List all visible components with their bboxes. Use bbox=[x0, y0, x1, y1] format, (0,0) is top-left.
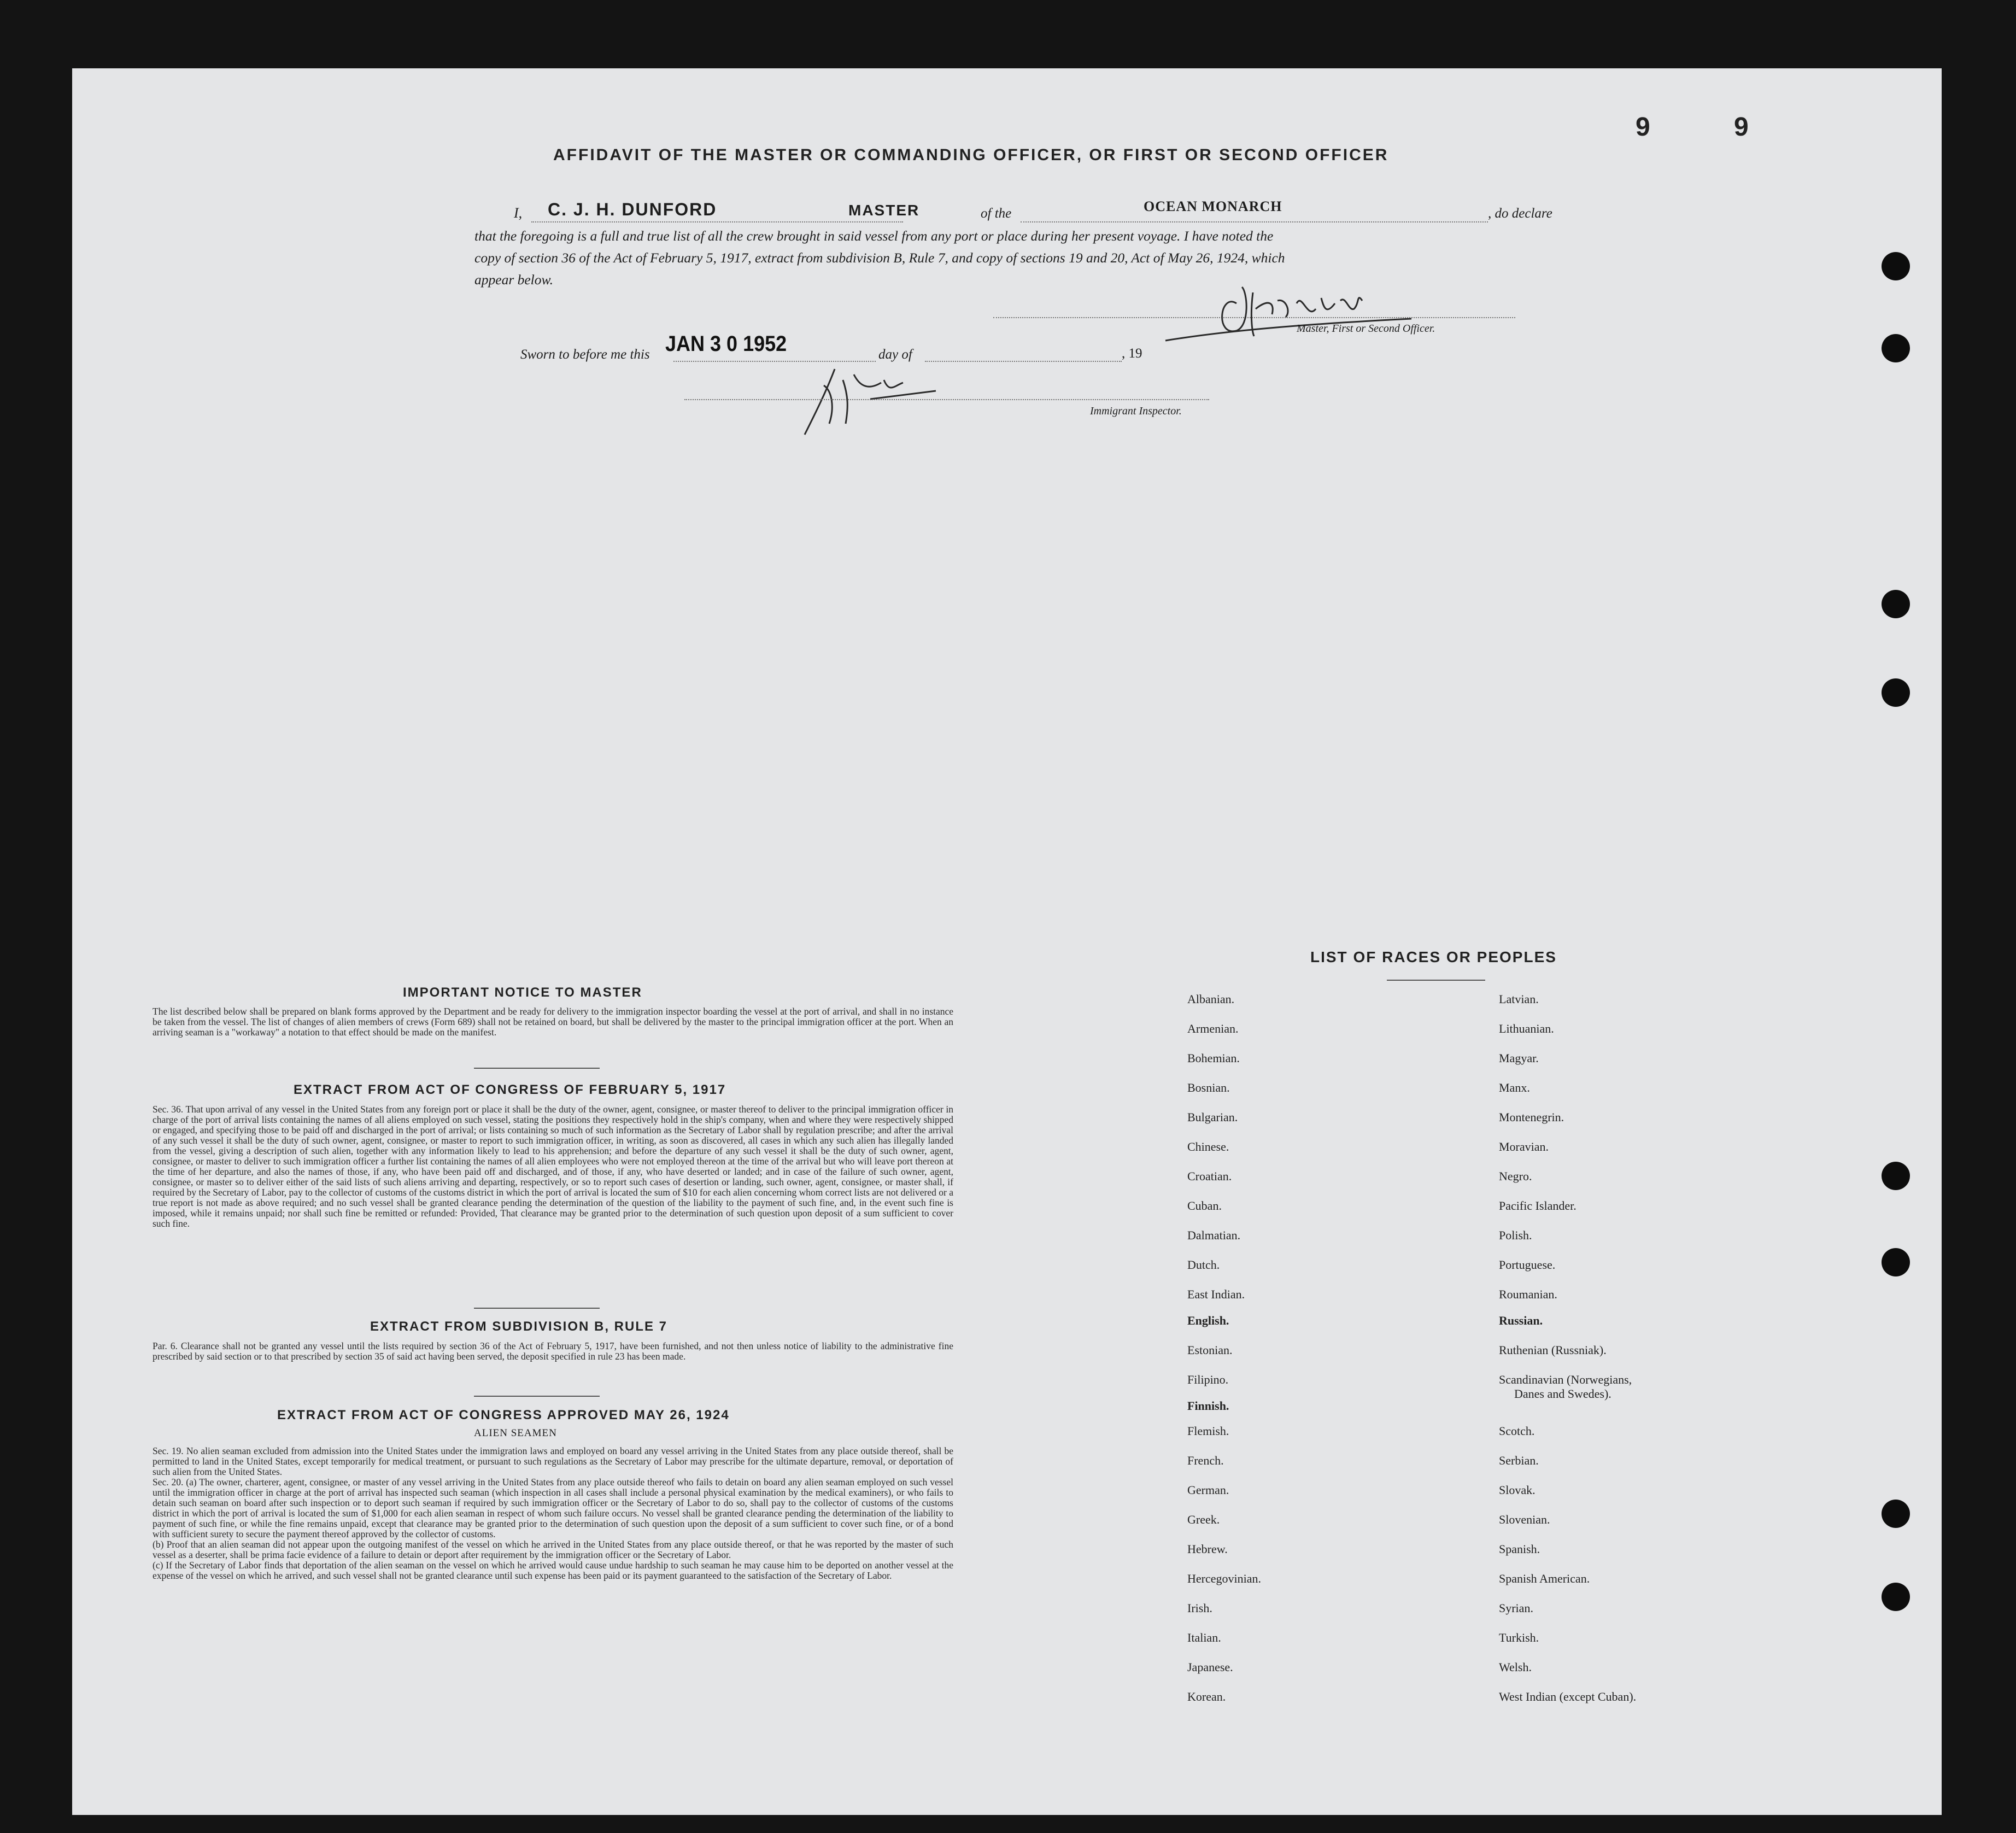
race-item: Portuguese. bbox=[1499, 1258, 1556, 1272]
race-item: Irish. bbox=[1187, 1601, 1212, 1615]
binder-hole bbox=[1882, 334, 1910, 362]
par-6-text: Par. 6. Clearance shall not be granted any vessel until the lists required by section 36 of the Act of February 5, 1917, have been furnished, and not then unless notice of liability to the administrative fine prescribed by said section or to that prescribed by section 35 of said act having been served, the deposit specified in rule 23 has been made. bbox=[153, 1340, 953, 1362]
day-of-label: day of bbox=[878, 347, 912, 362]
sec-20c-text: (c) If the Secretary of Labor finds that deportation of the alien seaman on the vessel on which he arrived would cause undue hardship to such seaman he may cause him to be deported on another vessel at the expense of the vessel on which he arrived, and such vessel shall not be granted clearance until such expense has been paid or its payment guaranteed to the satisfaction of the Secretary of Labor. bbox=[153, 1560, 953, 1581]
name-line bbox=[531, 221, 903, 222]
alien-seamen-subheading: ALIEN SEAMEN bbox=[474, 1427, 557, 1439]
inspector-label: Immigrant Inspector. bbox=[1090, 405, 1182, 417]
sec-20b-text: (b) Proof that an alien seaman did not appear upon the outgoing manifest of the vessel on which he arrived in the United States from any place outside thereof, or that he was reported by the master of such vessel as a deserter, shall be prima facie evidence of a failure to detain or deport after requirement by the immigration officer or the Secretary of Labor. bbox=[153, 1539, 953, 1560]
race-item: German. bbox=[1187, 1483, 1229, 1497]
sworn-label: Sworn to before me this bbox=[520, 347, 650, 362]
page-number-marks: 9 9 bbox=[1636, 113, 1787, 142]
of-the-label: of the bbox=[981, 206, 1012, 221]
vessel-name: OCEAN MONARCH bbox=[1144, 198, 1282, 214]
races-divider bbox=[1387, 980, 1485, 981]
race-item: Serbian. bbox=[1499, 1454, 1539, 1467]
affidavit-title: AFFIDAVIT OF THE MASTER OR COMMANDING OFFICER, OR FIRST OR SECOND OFFICER bbox=[553, 146, 1389, 164]
do-declare-label: , do declare bbox=[1488, 206, 1552, 221]
notice-heading: IMPORTANT NOTICE TO MASTER bbox=[403, 985, 642, 1000]
race-item: Latvian. bbox=[1499, 992, 1539, 1006]
binder-hole bbox=[1882, 252, 1910, 280]
sec-20a-text: Sec. 20. (a) The owner, charterer, agent, consignee, or master of any vessel arriving in the United States from any place outside thereof who fails to detain on board any alien seaman employed on such vessel until the immigration officer in charge at the port of arrival has inspected such seaman (which inspection in all cases shall include a personal physical examination by the medical examiners), or who fails to detain such seaman on board after such inspection or to deport such seaman if required by such immigration officer or the Secretary of Labor to do so, shall pay to the collector of customs of the customs district in which the port of arrival is located the sum of $1,000 for each alien seaman in respect of whom such failure occurs. No vessel shall be granted clearance pending the determination of the liability to payment of such fine, or while the fine remains unpaid, except that clearance may be granted prior to the determination of such question upon the deposit of a sum sufficient to cover such fine, or of a bond with sufficient surety to secure the payment thereof approved by the collector of customs. bbox=[153, 1477, 953, 1539]
race-item: English. bbox=[1187, 1314, 1229, 1327]
extract-1917-heading: EXTRACT FROM ACT OF CONGRESS OF FEBRUARY 5, 1917 bbox=[294, 1082, 726, 1097]
race-item: West Indian (except Cuban). bbox=[1499, 1690, 1637, 1703]
affidavit-line-4: appear below. bbox=[474, 272, 554, 288]
race-item: Dutch. bbox=[1187, 1258, 1220, 1272]
vessel-line bbox=[1021, 221, 1488, 222]
affidavit-line-2: that the foregoing is a full and true list of all the crew brought in said vessel from any port or place during her present voyage. I have noted the bbox=[474, 228, 1274, 244]
race-item: Negro. bbox=[1499, 1169, 1532, 1183]
master-signature bbox=[1160, 271, 1422, 353]
binder-hole bbox=[1882, 678, 1910, 707]
inspector-line bbox=[684, 399, 1209, 400]
race-item: Syrian. bbox=[1499, 1601, 1533, 1615]
race-item: Pacific Islander. bbox=[1499, 1199, 1577, 1213]
race-item: Polish. bbox=[1499, 1228, 1532, 1242]
extract-1917-body bbox=[153, 1104, 953, 1229]
affidavit-line-3: copy of section 36 of the Act of February 5, 1917, extract from subdivision B, Rule 7, and copy of sections 19 and 20, Act of May 26, 1924, which bbox=[474, 250, 1285, 266]
race-item: Danes and Swedes). bbox=[1514, 1387, 1611, 1401]
race-item: Slovak. bbox=[1499, 1483, 1536, 1497]
sec-36-text: Sec. 36. That upon arrival of any vessel in the United States from any foreign port or place it shall be the duty of the owner, agent, consignee, or master thereof to deliver to the principal immigration officer in charge of the port of arrival lists containing the names of all aliens employed on such vessel, stating the positions they respectively hold in the ship's company, when and where they were respectively shipped or engaged, and specifying those to be paid off and discharged in the port of arrival; or lists containing so much of such information as the Secretary of Labor shall by regulation prescribe; and after the arrival of any such vessel it shall be the duty of such owner, agent, consignee, or master to report to such immigration officer, in writing, as soon as discovered, all cases in which any such alien has illegally landed from the vessel, giving a description of such alien, together with any information likely to lead to his apprehension; and before the departure of any such vessel it shall be the duty of such owner, agent, consignee, or master to deliver to such immigration officer a further list containing the names of all alien employees who were not employed thereon at the time of the arrival but who will leave port thereon at the time of her departure, and also the names of those, if any, who have been paid off and discharged, and of those, if any, who have deserted or landed; and in case of the failure of such owner, agent, consignee, or master so to deliver either of the said lists of such aliens arriving and departing, respectively, or so to report such cases of desertion or landing, such owner, agent, consignee, or master shall, if required by the Secretary of Labor, pay to the collector of customs of the customs district in which the port of arrival is located the sum of $10 for each alien concerning whom correct lists are not delivered or a true report is not made as above required; and no such vessel shall be granted clearance pending the determination of the question of the liability to the payment of such fine, and, in the event such fine is imposed, while it remains unpaid; nor shall such fine be remitted or refunded: Provided, That clearance may be granted prior to the determination of such question upon deposit of a sum sufficient to cover such fine. bbox=[153, 1104, 953, 1229]
race-item: Ruthenian (Russniak). bbox=[1499, 1343, 1607, 1357]
extract-1924-heading: EXTRACT FROM ACT OF CONGRESS APPROVED MAY 26, 1924 bbox=[277, 1408, 730, 1422]
year-label: , 19 bbox=[1122, 346, 1142, 361]
rank: MASTER bbox=[848, 202, 920, 219]
race-item: Spanish American. bbox=[1499, 1572, 1590, 1585]
race-item: East Indian. bbox=[1187, 1287, 1245, 1301]
race-item: French. bbox=[1187, 1454, 1224, 1467]
declarant-prefix: I, bbox=[514, 205, 523, 221]
date-stamp: JAN 3 0 1952 bbox=[665, 332, 787, 356]
binder-hole bbox=[1882, 590, 1910, 618]
race-item: Dalmatian. bbox=[1187, 1228, 1241, 1242]
race-item: Filipino. bbox=[1187, 1373, 1229, 1386]
rule-7-body bbox=[153, 1341, 953, 1362]
race-item: Turkish. bbox=[1499, 1631, 1539, 1644]
rule-7-heading: EXTRACT FROM SUBDIVISION B, RULE 7 bbox=[370, 1319, 668, 1334]
race-item: Cuban. bbox=[1187, 1199, 1222, 1213]
master-signature-label: Master, First or Second Officer. bbox=[1297, 323, 1435, 335]
race-item: Scotch. bbox=[1499, 1424, 1535, 1438]
binder-hole bbox=[1882, 1162, 1910, 1190]
notice-body bbox=[153, 1006, 953, 1038]
race-item: Moravian. bbox=[1499, 1140, 1549, 1153]
race-item: Bulgarian. bbox=[1187, 1110, 1238, 1124]
race-item: Spanish. bbox=[1499, 1542, 1540, 1556]
race-item: Flemish. bbox=[1187, 1424, 1229, 1438]
race-item: Hebrew. bbox=[1187, 1542, 1228, 1556]
race-item: Greek. bbox=[1187, 1513, 1220, 1526]
divider-1 bbox=[474, 1068, 600, 1069]
race-item: Hercegovinian. bbox=[1187, 1572, 1261, 1585]
sec-19-text: Sec. 19. No alien seaman excluded from admission into the United States under the immigration laws and employed on board any vessel arriving in the United States from any place outside thereof, shall be permitted to land in the United States, except temporarily for medical treatment, or pursuant to such regulations as the Secretary of Labor may prescribe for the ultimate departure, removal, or deportation of such alien from the United States. bbox=[153, 1445, 953, 1477]
divider-2 bbox=[474, 1308, 600, 1309]
race-item: Montenegrin. bbox=[1499, 1110, 1564, 1124]
binder-hole bbox=[1882, 1583, 1910, 1611]
binder-hole bbox=[1882, 1500, 1910, 1528]
manifest-page bbox=[72, 68, 1942, 1815]
race-item: Bohemian. bbox=[1187, 1051, 1240, 1065]
race-item: Armenian. bbox=[1187, 1022, 1239, 1035]
master-name: C. J. H. DUNFORD bbox=[548, 200, 717, 219]
inspector-signature bbox=[772, 353, 947, 440]
race-item: Russian. bbox=[1499, 1314, 1543, 1327]
extract-1924-body bbox=[153, 1446, 953, 1581]
race-item: Lithuanian. bbox=[1499, 1022, 1554, 1035]
notice-text: The list described below shall be prepared on blank forms approved by the Department and be ready for delivery to the immigration inspector boarding the vessel at the port of arrival, and shall in no instance be taken from the vessel. The list of changes of alien members of crews (Form 689) shall not be retained on board, but shall be delivered by the master to the principal immigration officer at the port. When an arriving seaman is a "workaway" a notation to that effect should be made on the manifest. bbox=[153, 1006, 953, 1038]
race-item: Bosnian. bbox=[1187, 1081, 1230, 1094]
race-item: Croatian. bbox=[1187, 1169, 1232, 1183]
month-line bbox=[925, 361, 1122, 362]
race-item: Welsh. bbox=[1499, 1660, 1532, 1674]
race-item: Magyar. bbox=[1499, 1051, 1539, 1065]
race-item: Korean. bbox=[1187, 1690, 1226, 1703]
race-item: Chinese. bbox=[1187, 1140, 1229, 1153]
race-item: Albanian. bbox=[1187, 992, 1235, 1006]
race-item: Slovenian. bbox=[1499, 1513, 1550, 1526]
races-heading: LIST OF RACES OR PEOPLES bbox=[1310, 948, 1557, 965]
race-item: Italian. bbox=[1187, 1631, 1221, 1644]
binder-hole bbox=[1882, 1248, 1910, 1276]
race-item: Roumanian. bbox=[1499, 1287, 1557, 1301]
race-item: Estonian. bbox=[1187, 1343, 1233, 1357]
race-item: Finnish. bbox=[1187, 1399, 1229, 1413]
race-item: Japanese. bbox=[1187, 1660, 1233, 1674]
race-item: Manx. bbox=[1499, 1081, 1530, 1094]
divider-3 bbox=[474, 1396, 600, 1397]
race-item: Scandinavian (Norwegians, bbox=[1499, 1373, 1632, 1386]
